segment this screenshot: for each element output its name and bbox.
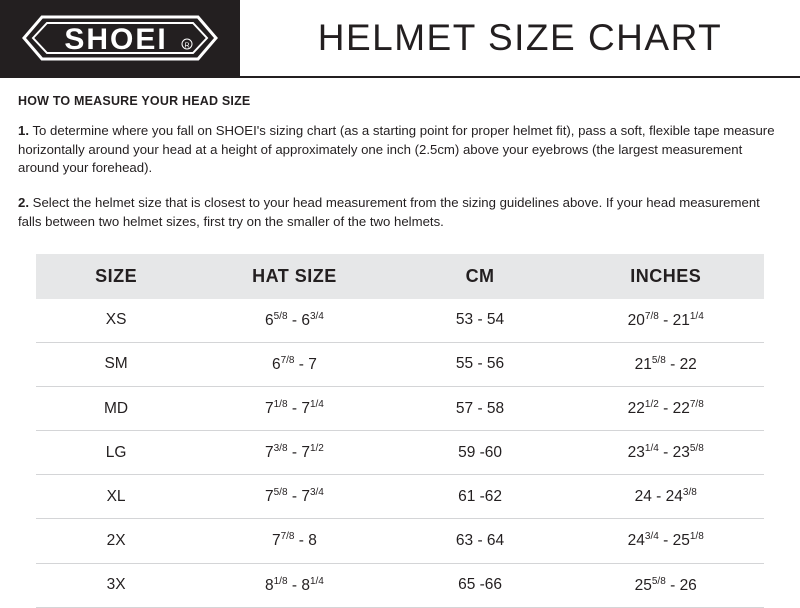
cell-cm: 59 -60 — [393, 431, 568, 475]
cell-hat-size — [196, 386, 393, 430]
table-row — [36, 431, 764, 475]
cell-size: MD — [36, 386, 196, 430]
cell-inches — [567, 431, 764, 475]
in-frac-2: 1/8 — [689, 531, 704, 543]
hat-sep: - — [291, 444, 298, 462]
hat-whole-1: 7 — [265, 444, 274, 462]
size-table — [36, 254, 764, 608]
shoei-logo — [0, 0, 240, 76]
in-sep: - — [656, 488, 662, 506]
size-table-body — [36, 299, 764, 608]
instruction-step-2 — [18, 194, 780, 231]
hat-frac-1: 5/8 — [273, 487, 288, 499]
step-2-text: Select the helmet size that is closest to your head measurement from the sizing guidelines above. If your head measurement falls between two helmet sizes, first try on the smaller of the two helmets. — [18, 195, 760, 229]
page-header — [0, 0, 800, 78]
hat-frac-2: 1/2 — [309, 443, 324, 455]
hat-whole-1: 7 — [271, 532, 281, 550]
in-whole-1: 23 — [627, 444, 645, 462]
cell-inches — [567, 519, 764, 563]
cell-hat-size — [196, 431, 393, 475]
hat-frac-2: 1/4 — [309, 398, 324, 410]
column-header-inches: INCHES — [567, 254, 764, 299]
in-whole-1: 21 — [634, 355, 652, 373]
hat-sep: - — [291, 576, 298, 594]
in-whole-2: 22 — [672, 400, 690, 418]
in-whole-2: 23 — [672, 444, 690, 462]
in-whole-1: 24 — [627, 532, 645, 550]
cell-inches — [567, 475, 764, 519]
column-header-cm: CM — [393, 254, 568, 299]
cell-size: 2X — [36, 519, 196, 563]
in-whole-2: 24 — [665, 488, 683, 506]
in-frac-2: 1/4 — [689, 310, 704, 322]
hat-frac-2: 1/4 — [309, 575, 324, 587]
cell-cm: 63 - 64 — [393, 519, 568, 563]
hat-frac-2: 3/4 — [309, 310, 324, 322]
instruction-step-1 — [18, 122, 780, 178]
in-frac-2: 3/8 — [682, 487, 697, 499]
hat-sep: - — [291, 400, 298, 418]
cell-hat-size — [196, 475, 393, 519]
table-row — [36, 563, 764, 607]
cell-size: LG — [36, 431, 196, 475]
cell-size: XS — [36, 299, 196, 343]
size-table-wrapper — [0, 248, 800, 608]
in-sep: - — [663, 444, 669, 462]
in-sep: - — [663, 532, 669, 550]
size-table-head — [36, 254, 764, 299]
hat-frac-1: 7/8 — [280, 531, 295, 543]
page-title-block — [240, 0, 800, 76]
in-whole-1: 20 — [627, 311, 645, 329]
step-2-number: 2. — [18, 195, 29, 211]
hat-whole-2: 7 — [308, 355, 317, 373]
cell-size: XL — [36, 475, 196, 519]
cell-cm: 55 - 56 — [393, 342, 568, 386]
cell-cm: 61 -62 — [393, 475, 568, 519]
cell-size: SM — [36, 342, 196, 386]
in-sep: - — [663, 311, 669, 329]
cell-size: 3X — [36, 563, 196, 607]
in-sep: - — [670, 355, 676, 373]
hat-whole-1: 6 — [271, 355, 281, 373]
in-sep: - — [663, 400, 669, 418]
table-row — [36, 386, 764, 430]
instructions-section — [0, 78, 800, 232]
hat-whole-2: 6 — [301, 311, 310, 329]
table-row — [36, 299, 764, 343]
in-frac-1: 1/2 — [644, 398, 659, 410]
hat-frac-1: 1/8 — [273, 575, 288, 587]
step-1-text: To determine where you fall on SHOEI's sizing chart (as a starting point for proper helmet fit), pass a soft, flexible tape measure horizontally around your head at a height of approximately one inch (2.5cm) above your eyebrows (the largest measurement around your forehead). — [18, 123, 775, 176]
hat-whole-1: 8 — [265, 576, 274, 594]
column-header-hat-size: HAT SIZE — [196, 254, 393, 299]
in-whole-1: 24 — [634, 488, 652, 506]
in-frac-1: 1/4 — [644, 443, 659, 455]
in-whole-2: 25 — [672, 532, 690, 550]
cell-hat-size — [196, 519, 393, 563]
instructions-heading: HOW TO MEASURE YOUR HEAD SIZE — [18, 94, 251, 108]
cell-inches — [567, 563, 764, 607]
in-frac-1: 5/8 — [651, 575, 666, 587]
hat-sep: - — [291, 488, 298, 506]
in-frac-1: 7/8 — [644, 310, 659, 322]
hat-frac-1: 5/8 — [273, 310, 288, 322]
hat-sep: - — [298, 532, 304, 550]
cell-hat-size — [196, 563, 393, 607]
in-frac-2: 7/8 — [689, 398, 704, 410]
cell-hat-size — [196, 299, 393, 343]
table-row — [36, 342, 764, 386]
svg-text:SHOEI: SHOEI — [64, 23, 168, 56]
in-whole-1: 25 — [634, 576, 652, 594]
cell-inches — [567, 386, 764, 430]
in-whole-2: 21 — [672, 311, 690, 329]
column-header-size: SIZE — [36, 254, 196, 299]
cell-inches — [567, 299, 764, 343]
in-frac-1: 5/8 — [651, 354, 666, 366]
hat-whole-2: 8 — [301, 576, 310, 594]
in-frac-2: 5/8 — [689, 443, 704, 455]
in-frac-1: 3/4 — [644, 531, 659, 543]
hat-whole-1: 6 — [265, 311, 274, 329]
cell-cm: 65 -66 — [393, 563, 568, 607]
hat-whole-2: 7 — [301, 488, 310, 506]
cell-inches — [567, 342, 764, 386]
table-row — [36, 519, 764, 563]
table-row — [36, 475, 764, 519]
shoei-logo-icon — [20, 11, 220, 65]
svg-text:R: R — [184, 42, 190, 50]
hat-whole-2: 7 — [301, 400, 310, 418]
step-1-number: 1. — [18, 123, 29, 138]
in-whole-1: 22 — [627, 400, 645, 418]
hat-whole-1: 7 — [265, 488, 274, 506]
hat-whole-2: 8 — [308, 532, 317, 550]
hat-sep: - — [298, 355, 304, 373]
cell-cm: 53 - 54 — [393, 299, 568, 343]
hat-whole-1: 7 — [265, 400, 274, 418]
hat-frac-2: 3/4 — [309, 487, 324, 499]
cell-cm: 57 - 58 — [393, 386, 568, 430]
in-whole-2: 22 — [679, 355, 697, 373]
in-sep: - — [670, 576, 676, 594]
in-whole-2: 26 — [679, 576, 697, 594]
hat-frac-1: 7/8 — [280, 354, 295, 366]
cell-hat-size — [196, 342, 393, 386]
page-title: HELMET SIZE CHART — [317, 17, 723, 58]
hat-whole-2: 7 — [301, 444, 310, 462]
hat-sep: - — [291, 311, 298, 329]
hat-frac-1: 3/8 — [273, 443, 288, 455]
hat-frac-1: 1/8 — [273, 398, 288, 410]
table-header-row — [36, 254, 764, 299]
